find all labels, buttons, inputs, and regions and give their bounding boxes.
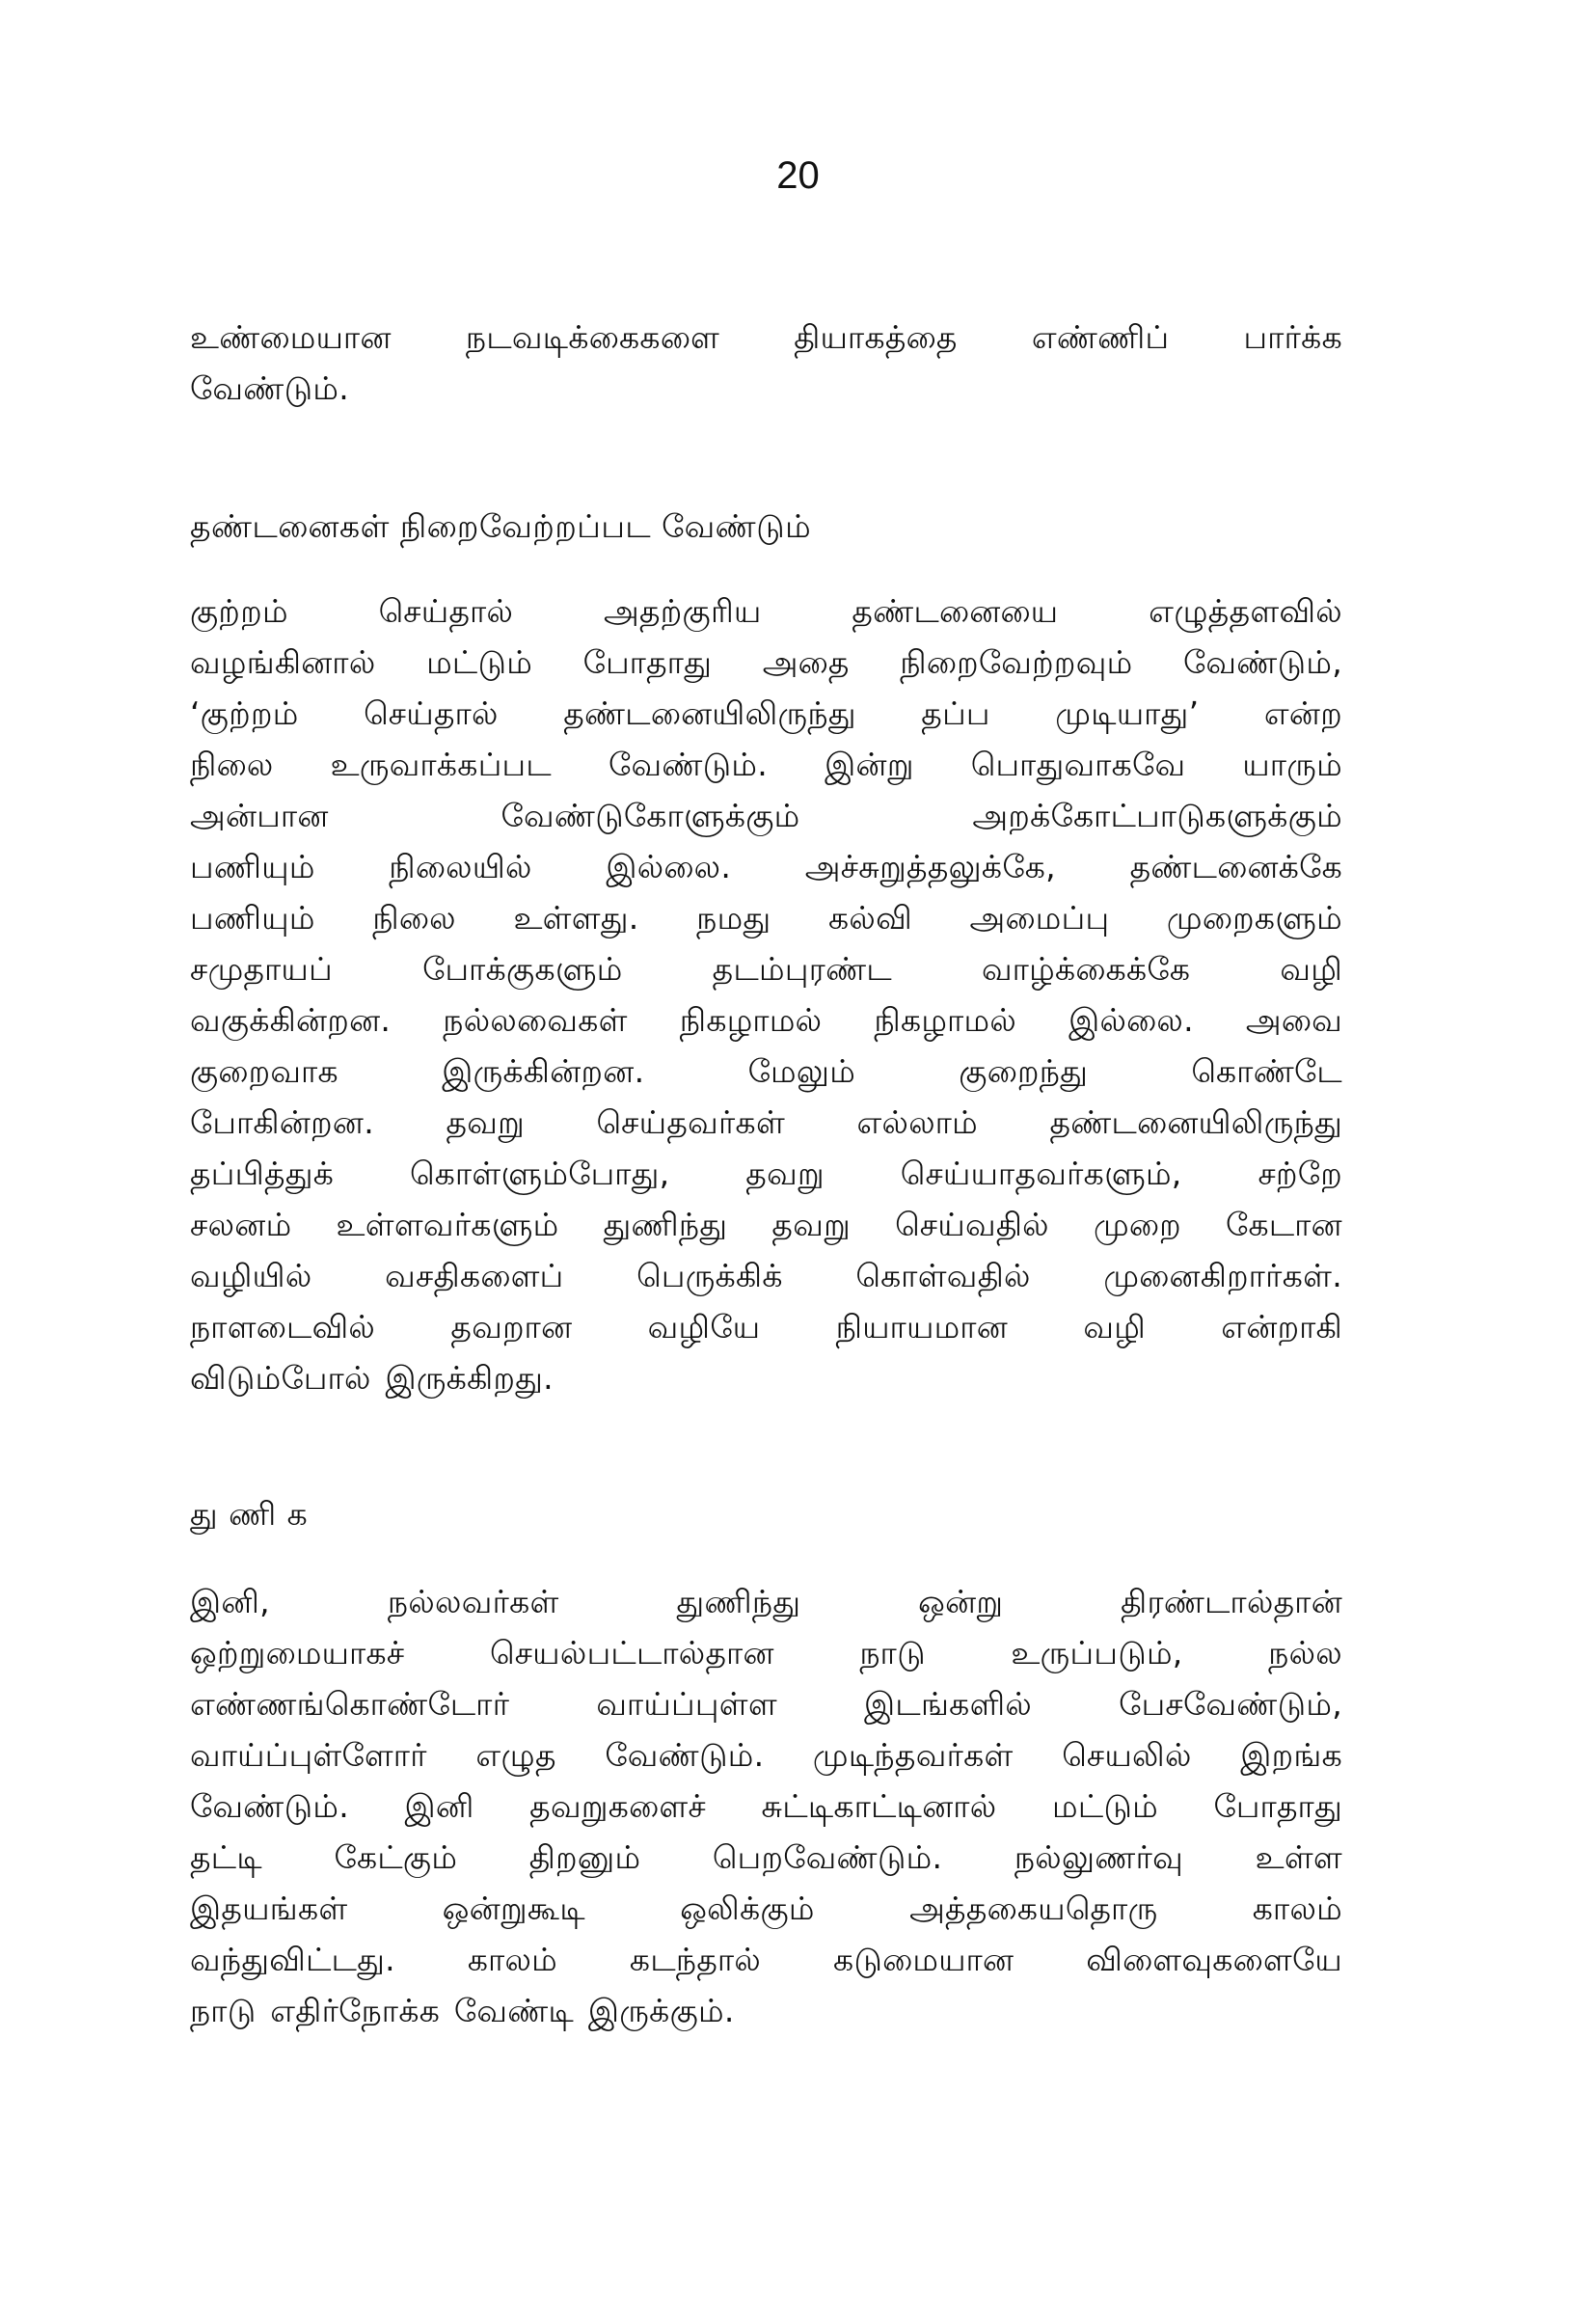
text-line: வேண்டும். இனி தவறுகளைச் சுட்டிகாட்டினால் மட்டும் போதாது (190, 1787, 1342, 1825)
section-heading-punishment: தண்டனைகள் நிறைவேற்றப்பட வேண்டும் (190, 507, 812, 545)
text-line: பணியும் நிலையில் இல்லை. அச்சுறுத்தலுக்கே, தண்டனைக்கே (190, 848, 1342, 885)
text-line: விடும்போல் இருக்கிறது. (190, 1359, 554, 1397)
text-line: வகுக்கின்றன. நல்லவைகள் நிகழாமல் நிகழாமல் இல்லை. அவை (190, 1001, 1342, 1039)
text-line: வந்துவிட்டது. காலம் கடந்தால் கடுமையான விளைவுகளையே (190, 1941, 1342, 1978)
text-line: ‘குற்றம் செய்தால் தண்டனையிலிருந்து தப்ப முடியாது’ என்ற (190, 694, 1342, 732)
text-line: வாய்ப்புள்ளோர் எழுத வேண்டும். முடிந்தவர்கள் செயலில் இறங்க (190, 1736, 1342, 1774)
paragraph-continuation (190, 312, 1342, 414)
text-line: நாளடைவில் தவறான வழியே நியாயமான வழி என்றாகி (190, 1308, 1342, 1346)
text-line: ஒற்றுமையாகச் செயல்பட்டால்தான நாடு உருப்படும், நல்ல (190, 1634, 1342, 1672)
page-number: 20 (776, 154, 820, 197)
text-line: வேண்டும். (190, 369, 350, 407)
text-line: இனி, நல்லவர்கள் துணிந்து ஒன்று திரண்டால்தான் (190, 1583, 1342, 1620)
section-heading-dare: து ணி க (190, 1495, 309, 1533)
text-line: சமுதாயப் போக்குகளும் தடம்புரண்ட வாழ்க்கைக்கே வழி (190, 950, 1342, 988)
text-line: சலனம் உள்ளவர்களும் துணிந்து தவறு செய்வதில் முறை கேடான (190, 1206, 1342, 1243)
text-line: நாடு எதிர்நோக்க வேண்டி இருக்கும். (190, 1992, 735, 2029)
paragraph-dare (190, 1576, 1342, 2036)
text-line: தட்டி கேட்கும் திறனும் பெறவேண்டும். நல்லுணர்வு உள்ள (190, 1838, 1342, 1876)
text-line: குற்றம் செய்தால் அதற்குரிய தண்டனையை எழுத்தளவில் (190, 592, 1342, 630)
paragraph-punishment (190, 585, 1342, 1403)
text-line: வழங்கினால் மட்டும் போதாது அதை நிறைவேற்றவும் வேண்டும், (190, 643, 1342, 681)
text-line: எண்ணங்கொண்டோர் வாய்ப்புள்ள இடங்களில் பேசவேண்டும், (190, 1685, 1342, 1723)
text-line: குறைவாக இருக்கின்றன. மேலும் குறைந்து கொண்டே (190, 1052, 1342, 1090)
text-line: வழியில் வசதிகளைப் பெருக்கிக் கொள்வதில் முனைகிறார்கள். (190, 1257, 1342, 1294)
text-line: போகின்றன. தவறு செய்தவர்கள் எல்லாம் தண்டனையிலிருந்து (190, 1103, 1342, 1141)
page-body (190, 312, 1342, 2036)
text-line: அன்பான வேண்டுகோளுக்கும் அறக்கோட்பாடுகளுக்கும் (190, 797, 1342, 834)
text-line: உண்மையான நடவடிக்கைகளை தியாகத்தை எண்ணிப் பார்க்க (190, 318, 1342, 356)
text-line: பணியும் நிலை உள்ளது. நமது கல்வி அமைப்பு முறைகளும் (190, 899, 1342, 937)
text-line: இதயங்கள் ஒன்றுகூடி ஒலிக்கும் அத்தகையதொரு காலம் (190, 1890, 1342, 1927)
text-line: நிலை உருவாக்கப்பட வேண்டும். இன்று பொதுவாகவே யாரும் (190, 746, 1342, 783)
text-line: தப்பித்துக் கொள்ளும்போது, தவறு செய்யாதவர்களும், சற்றே (190, 1155, 1342, 1192)
